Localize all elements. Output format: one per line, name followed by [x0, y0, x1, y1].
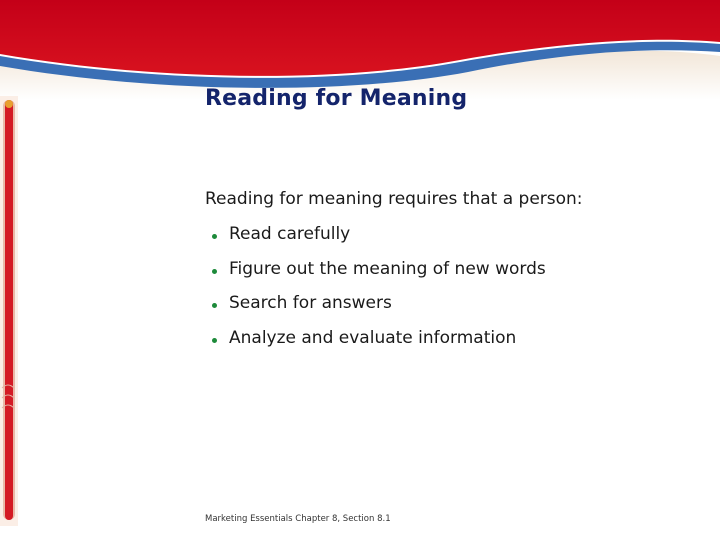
intro-text: Reading for meaning requires that a person: [205, 189, 583, 209]
bullet-text: Search for answers [229, 293, 392, 314]
footer-text: Marketing Essentials Chapter 8, Section 8.1 [205, 514, 391, 524]
bullet-text: Figure out the meaning of new words [229, 258, 546, 279]
left-decor-band [0, 96, 18, 526]
bullet-icon [212, 269, 217, 274]
bullet-text: Analyze and evaluate information [229, 328, 517, 349]
list-item [210, 259, 546, 294]
bullet-icon [212, 303, 217, 308]
slide-title: Reading for Meaning [205, 86, 468, 111]
list-item [210, 328, 546, 363]
list-item [210, 293, 546, 328]
bullet-list [210, 224, 546, 363]
bullet-icon [212, 338, 217, 343]
list-item [210, 224, 546, 259]
header-banner [0, 0, 720, 100]
bullet-text: Read carefully [229, 224, 351, 244]
bullet-icon [212, 234, 217, 239]
